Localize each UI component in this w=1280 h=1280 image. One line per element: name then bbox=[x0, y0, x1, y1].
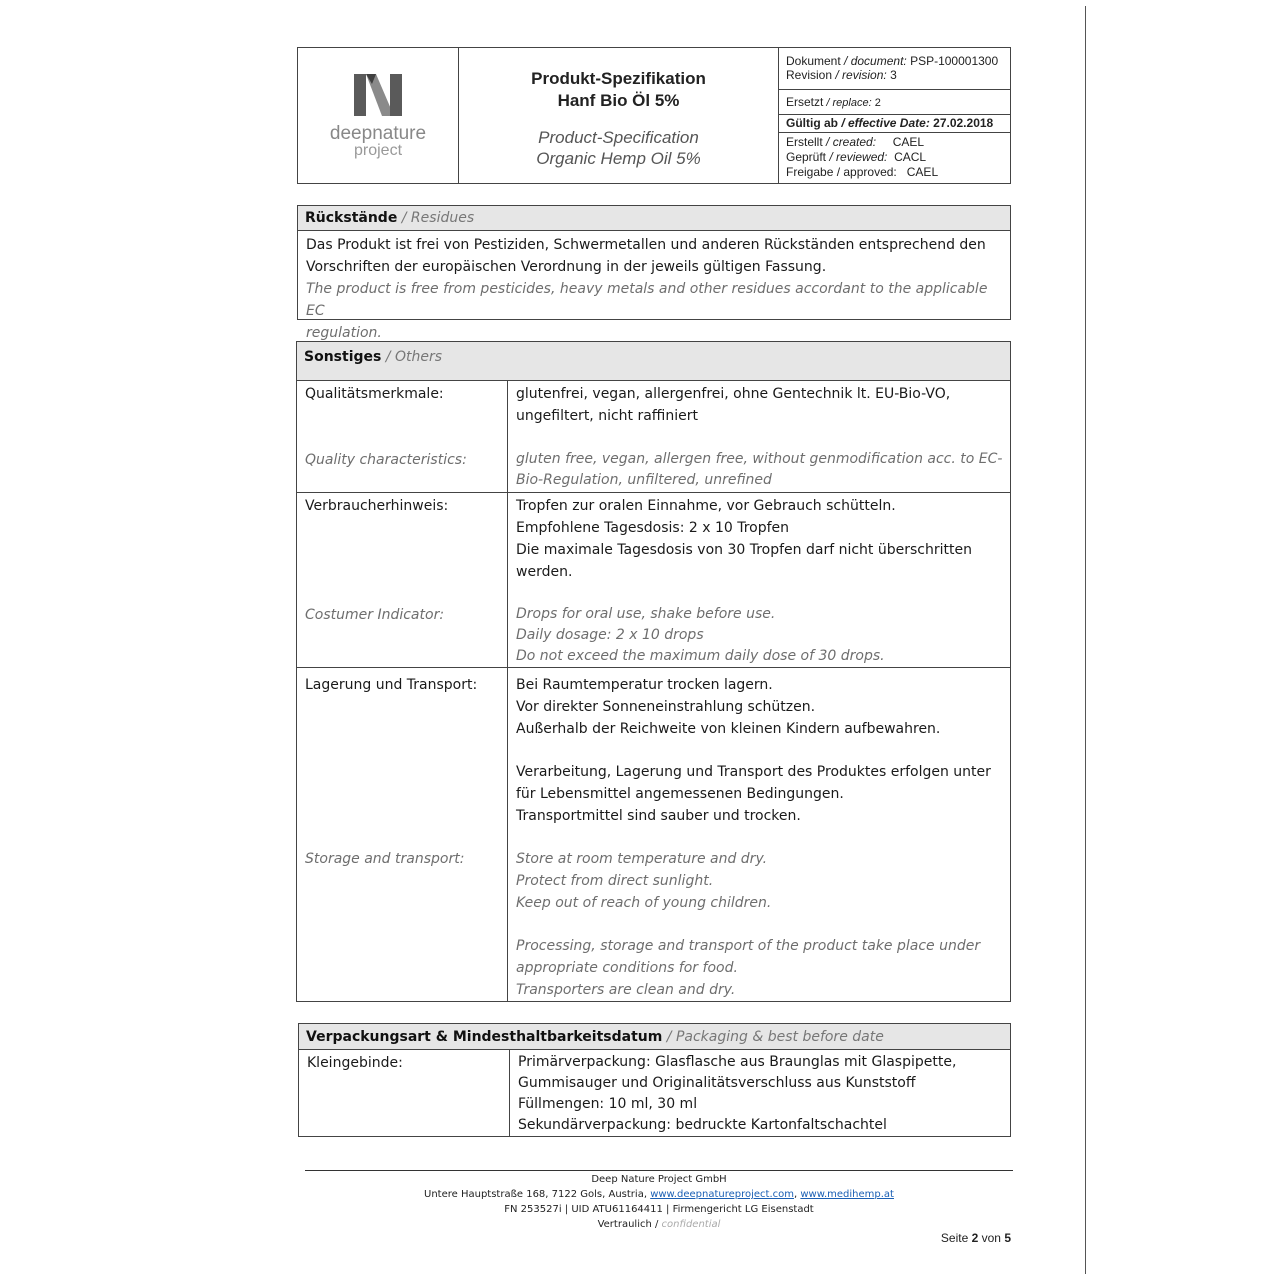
consumer-value-de-line: werden. bbox=[516, 564, 573, 580]
footer-registry: FN 253527i | UID ATU61164411 | Firmengericht LG Eisenstadt bbox=[504, 1204, 814, 1215]
footer-address-line bbox=[305, 1187, 1013, 1202]
small-container-label: Kleingebinde: bbox=[307, 1055, 403, 1071]
residues-title-de: Rückstände bbox=[305, 210, 398, 226]
storage-value-en-line: Store at room temperature and dry. bbox=[516, 851, 768, 867]
storage-value-de-a bbox=[516, 674, 1004, 740]
storage-value-en-line: Processing, storage and transport of the product take place under bbox=[516, 938, 981, 954]
consumer-label-de: Verbraucherhinweis: bbox=[305, 498, 449, 514]
title-de-line-2: Hanf Bio Öl 5% bbox=[557, 91, 680, 110]
quality-value-de bbox=[516, 383, 1004, 427]
consumer-value-en-line: Daily dosage: 2 x 10 drops bbox=[516, 627, 704, 643]
storage-label-cell bbox=[297, 668, 508, 1001]
document-header bbox=[297, 47, 1011, 184]
logo-subtitle: project bbox=[353, 142, 403, 159]
doc-label-en: / document: bbox=[840, 54, 911, 68]
page-mid: von bbox=[978, 1231, 1005, 1245]
residues-text-en-1: The product is free from pesticides, heavy metals and other residues accordant to the applicable EC bbox=[306, 281, 988, 319]
consumer-value-de-line: Die maximale Tagesdosis von 30 Tropfen darf nicht überschritten bbox=[516, 542, 972, 558]
quality-value-de-line: ungefiltert, nicht raffiniert bbox=[516, 408, 698, 424]
replace-label-en: / replace: bbox=[823, 97, 875, 109]
packaging-title-en: / Packaging & best before date bbox=[662, 1029, 884, 1045]
created-value: CAEL bbox=[892, 135, 925, 149]
quality-value-en bbox=[516, 449, 1004, 491]
doc-value: PSP-100001300 bbox=[910, 54, 999, 68]
replace-label: Ersetzt bbox=[786, 95, 824, 109]
small-container-value bbox=[518, 1052, 1004, 1136]
title-english bbox=[459, 127, 778, 169]
storage-value-de-line: Außerhalb der Reichweite von kleinen Kindern aufbewahren. bbox=[516, 721, 941, 737]
storage-value-en-a bbox=[516, 848, 1004, 914]
storage-value-en-line: Keep out of reach of young children. bbox=[516, 895, 772, 911]
replace-value: 2 bbox=[874, 97, 881, 109]
storage-value-en-line: appropriate conditions for food. bbox=[516, 960, 738, 976]
quality-row bbox=[297, 381, 1010, 493]
others-heading bbox=[297, 342, 1010, 381]
rev-value: 3 bbox=[890, 68, 897, 82]
page-edge-line bbox=[1085, 6, 1086, 1274]
quality-value-en-line: Bio-Regulation, unfiltered, unrefined bbox=[516, 472, 772, 488]
small-container-row bbox=[299, 1050, 1010, 1136]
deepnature-logo-icon bbox=[350, 72, 406, 118]
residues-text-en-2: regulation. bbox=[306, 325, 382, 341]
document-meta bbox=[779, 48, 1010, 183]
page-footer bbox=[305, 1172, 1013, 1232]
consumer-value-de bbox=[516, 495, 1004, 583]
reviewed-label: Geprüft bbox=[786, 150, 827, 164]
approval-row bbox=[779, 133, 1010, 183]
reviewed-label-en: / reviewed: bbox=[826, 150, 891, 164]
others-section bbox=[296, 341, 1011, 1002]
valid-label: Gültig ab bbox=[786, 116, 838, 130]
replace-row bbox=[779, 90, 1010, 115]
footer-divider bbox=[305, 1170, 1013, 1171]
residues-body bbox=[298, 231, 1010, 347]
logo-wordmark: deepnature bbox=[329, 123, 427, 144]
small-container-label-cell bbox=[299, 1050, 510, 1136]
consumer-label-cell bbox=[297, 493, 508, 667]
others-title-en: / Others bbox=[381, 349, 443, 365]
created-label: Erstellt bbox=[786, 135, 823, 149]
consumer-value-en-line: Do not exceed the maximum daily dose of 30 drops. bbox=[516, 648, 885, 664]
rev-label: Revision bbox=[786, 68, 833, 82]
confidential-de: Vertraulich / bbox=[597, 1219, 662, 1230]
website-link[interactable]: www.deepnatureproject.com bbox=[650, 1189, 794, 1200]
consumer-label-en: Costumer Indicator: bbox=[305, 607, 445, 623]
residues-text-de-1: Das Produkt ist frei von Pestiziden, Schwermetallen und anderen Rückständen entsprechend den bbox=[306, 237, 986, 253]
quality-label-en: Quality characteristics: bbox=[305, 452, 467, 468]
residues-title-en: / Residues bbox=[397, 210, 475, 226]
storage-value-de-b bbox=[516, 761, 1004, 827]
approved-label-en: / approved: bbox=[833, 165, 901, 179]
packaging-title-de: Verpackungsart & Mindesthaltbarkeitsdatum bbox=[306, 1029, 663, 1045]
approved-value: CAEL bbox=[906, 165, 939, 179]
storage-value-de-line: Vor direkter Sonneneinstrahlung schützen. bbox=[516, 699, 816, 715]
residues-heading bbox=[298, 206, 1010, 231]
consumer-row bbox=[297, 493, 1010, 668]
storage-value-en-line: Transporters are clean and dry. bbox=[516, 982, 736, 998]
packaging-section bbox=[298, 1023, 1011, 1137]
packaging-value-line: Primärverpackung: Glasflasche aus Braunglas mit Glaspipette, bbox=[518, 1054, 957, 1070]
medihemp-link[interactable]: www.medihemp.at bbox=[800, 1189, 894, 1200]
packaging-value-line: Sekundärverpackung: bedruckte Kartonfaltschachtel bbox=[518, 1117, 887, 1133]
doc-label: Dokument bbox=[786, 54, 841, 68]
page-number bbox=[900, 1231, 1011, 1245]
rev-label-en: / revision: bbox=[832, 68, 891, 82]
packaging-value-line: Gummisauger und Originalitätsverschluss aus Kunststoff bbox=[518, 1075, 916, 1091]
storage-value-de-line: Bei Raumtemperatur trocken lagern. bbox=[516, 677, 773, 693]
document-id-row bbox=[779, 48, 1010, 90]
storage-value-de-line: für Lebensmittel angemessenen Bedingungen. bbox=[516, 786, 844, 802]
title-cell bbox=[459, 48, 779, 183]
quality-value-de-line: glutenfrei, vegan, allergenfrei, ohne Gentechnik lt. EU-Bio-VO, bbox=[516, 386, 951, 402]
packaging-value-line: Füllmengen: 10 ml, 30 ml bbox=[518, 1096, 698, 1112]
created-label-en: / created: bbox=[822, 135, 880, 149]
consumer-value-de-line: Tropfen zur oralen Einnahme, vor Gebrauch schütteln. bbox=[516, 498, 896, 514]
consumer-value-en bbox=[516, 604, 1004, 667]
title-en-line-1: Product-Specification bbox=[538, 128, 699, 147]
valid-value: 27.02.2018 bbox=[933, 116, 994, 130]
quality-label-de: Qualitätsmerkmale: bbox=[305, 386, 444, 402]
others-title-de: Sonstiges bbox=[304, 349, 382, 365]
reviewed-value: CACL bbox=[894, 150, 927, 164]
storage-label-de: Lagerung und Transport: bbox=[305, 677, 478, 693]
confidential-en: confidential bbox=[661, 1219, 721, 1230]
footer-separator: , bbox=[794, 1189, 801, 1200]
valid-label-en: / effective Date: bbox=[838, 116, 934, 130]
storage-value-de-line: Transportmittel sind sauber und trocken. bbox=[516, 808, 801, 824]
page-prefix: Seite bbox=[940, 1231, 972, 1245]
approved-label: Freigabe bbox=[786, 165, 834, 179]
title-de-line-1: Produkt-Spezifikation bbox=[531, 69, 706, 88]
storage-value-de-line: Verarbeitung, Lagerung und Transport des Produktes erfolgen unter bbox=[516, 764, 991, 780]
residues-section bbox=[297, 205, 1011, 341]
title-en-line-2: Organic Hemp Oil 5% bbox=[536, 149, 701, 168]
storage-row bbox=[297, 668, 1010, 1001]
effective-date-row bbox=[779, 115, 1010, 133]
packaging-heading bbox=[299, 1024, 1010, 1050]
storage-label-en: Storage and transport: bbox=[305, 851, 465, 867]
consumer-value-en-line: Drops for oral use, shake before use. bbox=[516, 606, 776, 622]
page-total: 5 bbox=[1004, 1231, 1011, 1245]
title-german bbox=[459, 68, 778, 112]
quality-label-cell bbox=[297, 381, 508, 492]
storage-value-en-line: Protect from direct sunlight. bbox=[516, 873, 714, 889]
company-logo bbox=[298, 48, 459, 183]
storage-value-en-b bbox=[516, 935, 1004, 1001]
residues-text-de-2: Vorschriften der europäischen Verordnung in der jeweils gültigen Fassung. bbox=[306, 259, 827, 275]
quality-value-en-line: gluten free, vegan, allergen free, without genmodification acc. to EC- bbox=[516, 451, 1003, 467]
page-current: 2 bbox=[971, 1231, 979, 1245]
footer-address: Untere Hauptstraße 168, 7122 Gols, Austria, bbox=[424, 1189, 651, 1200]
consumer-value-de-line: Empfohlene Tagesdosis: 2 x 10 Tropfen bbox=[516, 520, 790, 536]
footer-company: Deep Nature Project GmbH bbox=[591, 1174, 727, 1185]
footer-confidential bbox=[305, 1217, 1013, 1232]
